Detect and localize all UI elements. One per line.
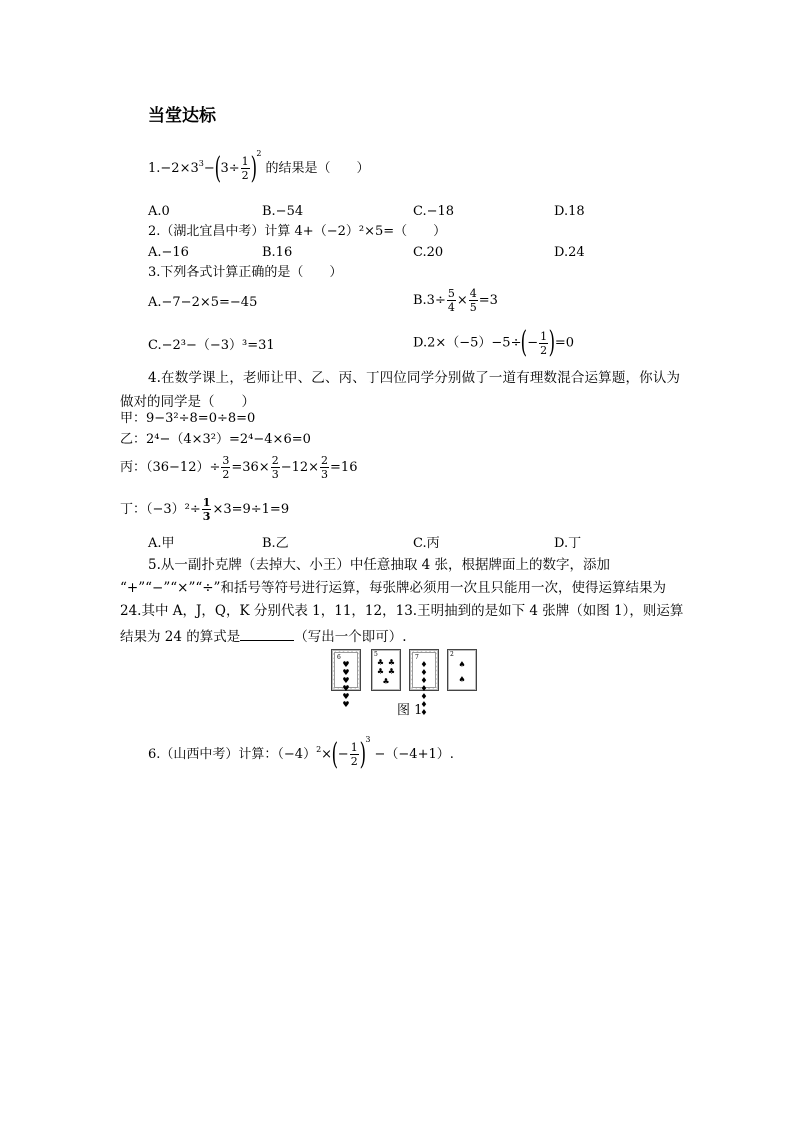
question-1-stem xyxy=(148,150,369,184)
q1-inner: 3÷ xyxy=(220,161,240,176)
q5-line-2: “+”“−”“×”“÷”和括号等符号进行运算，每张牌必须用一次且只能用一次，使得运算结果为 xyxy=(120,580,666,596)
question-3-stem: 3.下列各式计算正确的是（ ） xyxy=(148,265,343,280)
q5-line-3: 24.其中 A，J，Q，K 分别代表 1，11，12，13.王明抽到的是如下 4 张牌（如图 1），则运算 xyxy=(120,603,684,619)
q4-option-d: D.丁 xyxy=(554,536,582,551)
q1-option-c: C.−18 xyxy=(413,204,455,219)
q1-prefix: 1.−2×3 xyxy=(148,161,199,176)
q2-option-a: A.−16 xyxy=(148,245,189,260)
q4-ding: 丁：（−3）²÷ $\frac{1}{3}$ ×3=9÷1=9 xyxy=(120,496,290,523)
q5-line-4: 结果为 24 的算式是 （写出一个即可）. xyxy=(120,629,407,645)
q1-option-d: D.18 xyxy=(554,204,585,219)
q4-option-c: C.丙 xyxy=(413,536,440,551)
q1-exp3: 3 xyxy=(198,159,204,168)
section-title: 当堂达标 xyxy=(148,106,216,126)
q2-option-c: C.20 xyxy=(413,245,444,260)
left-paren: ( xyxy=(214,150,221,186)
q4-jia: 甲：9−3²÷8=0÷8=0 xyxy=(120,411,256,426)
playing-card-2: 5 ♣ ♣ ♣ ♣ ♣ xyxy=(371,649,401,691)
q1-suffix: 的结果是（ ） xyxy=(265,161,370,176)
q1-option-b: B.−54 xyxy=(262,204,304,219)
q3-option-a: A.−7−2×5=−45 xyxy=(148,295,258,310)
q3-option-d: D.2×（−5）−5÷(− $\frac{1}{2}$ )=0 xyxy=(413,325,574,360)
q4-option-a: A.甲 xyxy=(148,536,175,551)
playing-card-4: 2 ♠ ♠ xyxy=(447,649,477,691)
card-1-pips: ♥ ♥ ♥ ♥ ♥ ♥ xyxy=(342,660,350,709)
card-4-pips: ♠ ♠ xyxy=(458,660,466,684)
answer-blank xyxy=(240,628,294,641)
card-2-pips: ♣ ♣ ♣ ♣ ♣ xyxy=(376,657,396,687)
q2-option-d: D.24 xyxy=(554,245,585,260)
playing-card-3: 7 ♦ ♦ ♦ ♦ ♦ ♦ ♦ xyxy=(409,649,439,691)
q5-line-1: 5.从一副扑克牌（去掉大、小王）中任意抽取 4 张，根据牌面上的数字，添加 xyxy=(148,557,611,573)
q3-option-c: C.−2³−（−3）³=31 xyxy=(148,338,275,353)
right-paren: ) xyxy=(250,150,257,186)
playing-card-1: 6 ♥ ♥ ♥ ♥ ♥ ♥ xyxy=(331,649,361,691)
question-4-stem: 4.在数学课上，老师让甲、乙、丙、丁四位同学分别做了一道有理数混合运算题，你认为做对的同学是（ ） xyxy=(120,370,680,410)
q4-yi: 乙：2⁴−（4×3²）=2⁴−4×6=0 xyxy=(120,432,311,447)
question-6: 6.（山西中考）计算：$(-4)^2\times(-$ $\frac{1}{2}$ )$^3$−（−4+1）. xyxy=(148,735,454,772)
q4-option-b: B.乙 xyxy=(262,536,289,551)
q4-bing: 丙：（36−12）÷ $\frac{3}{2}$ =36× $\frac{2}{3}$ −12× $\frac{2}{3}$ =16 xyxy=(120,454,358,481)
q1-exp2: 2 xyxy=(256,149,262,158)
q1-option-a: A.0 xyxy=(148,204,170,219)
q3-option-b: B.3÷ $\frac{5}{4}$ × $\frac{4}{5}$ =3 xyxy=(413,287,498,314)
q1-fraction: $\frac{1}{2}$ xyxy=(241,155,249,182)
figure-caption: 图 1 xyxy=(397,703,423,718)
q2-option-b: B.16 xyxy=(262,245,293,260)
question-2-stem: 2.（湖北宜昌中考）计算 4+（−2）²×5=（ ） xyxy=(148,224,447,239)
card-3-pips: ♦ ♦ ♦ ♦ ♦ ♦ ♦ xyxy=(420,660,428,717)
q1-minus: − xyxy=(203,161,215,176)
